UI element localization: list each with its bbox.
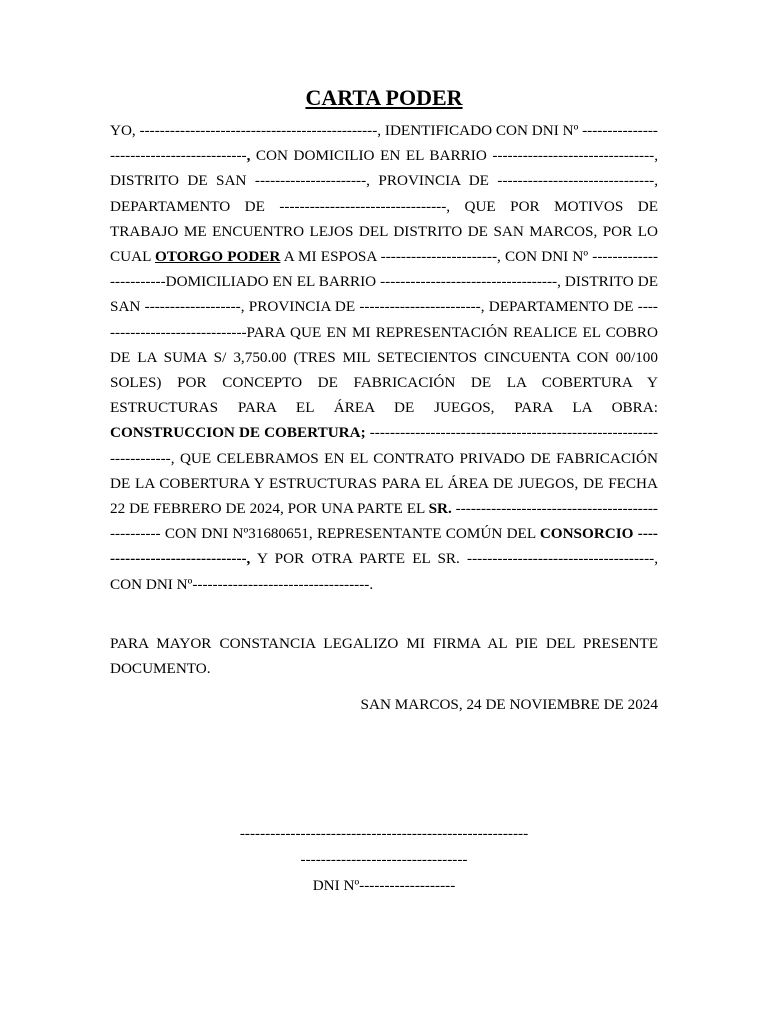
signature-name-line: ---------------------------------	[300, 851, 468, 868]
signature-dni-line: DNI Nº-------------------	[312, 877, 456, 894]
body-text-part-4: ---------------------------------------------------------------------, QUE CELEBRAMOS EN EL CONTRATO PRIVADO DE FABRICACIÓN DE LA COBERTURA Y ESTRUCTURAS PARA EL ÁREA DE JUEGOS, DE FECHA 22 DE FEBRERO DE 2024, POR UNA PARTE EL	[110, 424, 659, 518]
consorcio-label: CONSORCIO -------------------------------,	[110, 525, 658, 568]
place-date: SAN MARCOS, 24 DE NOVIEMBRE DE 2024	[360, 696, 658, 713]
document-title: CARTA PODER	[305, 85, 463, 110]
closing-paragraph: PARA MAYOR CONSTANCIA LEGALIZO MI FIRMA AL PIE DEL PRESENTE DOCUMENTO.	[110, 635, 658, 678]
body-text-part-1: YO, -----------------------------------------------, IDENTIFICADO CON DNI Nº ------------------------------------------	[110, 122, 658, 165]
body-bold-comma: ,	[246, 147, 251, 165]
body-text-part-2: CON DOMICILIO EN EL BARRIO --------------------------------, DISTRITO DE SAN ----------------------, PROVINCIA DE -------------------------------, DEPARTAMENTO DE ---------------------------------, QUE POR MOTIVOS DE TRABAJO ME ENCUENTRO LEJOS DEL DISTRITO DE SAN MARCOS, POR LO CUAL	[110, 147, 658, 266]
body-text-part-3: A MI ESPOSA -----------------------, CON DNI Nº ------------------------DOMICILIADO EN EL BARRIO -----------------------------------, DISTRITO DE SAN -------------------, PROVINCIA DE ------------------------, DEPARTAMENTO DE -------------------------------PARA QUE EN MI REPRESENTACIÓN REALICE EL COBRO DE LA SUMA S/ 3,750.00 (TRES MIL SETECIENTOS CINCUENTA CON 00/100 SOLES) POR CONCEPTO DE FABRICACIÓN DE LA COBERTURA Y ESTRUCTURAS PARA EL ÁREA DE JUEGOS, PARA LA OBRA:	[110, 248, 659, 417]
main-paragraph	[110, 118, 658, 597]
sr-label: SR.	[428, 500, 452, 518]
body-text-part-5: -------------------------------------------------- CON DNI Nº31680651, REPRESENTANTE COMÚN DEL	[110, 500, 658, 543]
obra-name: CONSTRUCCION DE COBERTURA;	[110, 424, 366, 442]
signature-line: ---------------------------------------------------------	[239, 825, 529, 842]
body-text-part-6: Y POR OTRA PARTE EL SR. -------------------------------------, CON DNI Nº-----------------------------------.	[110, 550, 658, 593]
otorgo-poder-text: OTORGO PODER	[154, 248, 281, 266]
